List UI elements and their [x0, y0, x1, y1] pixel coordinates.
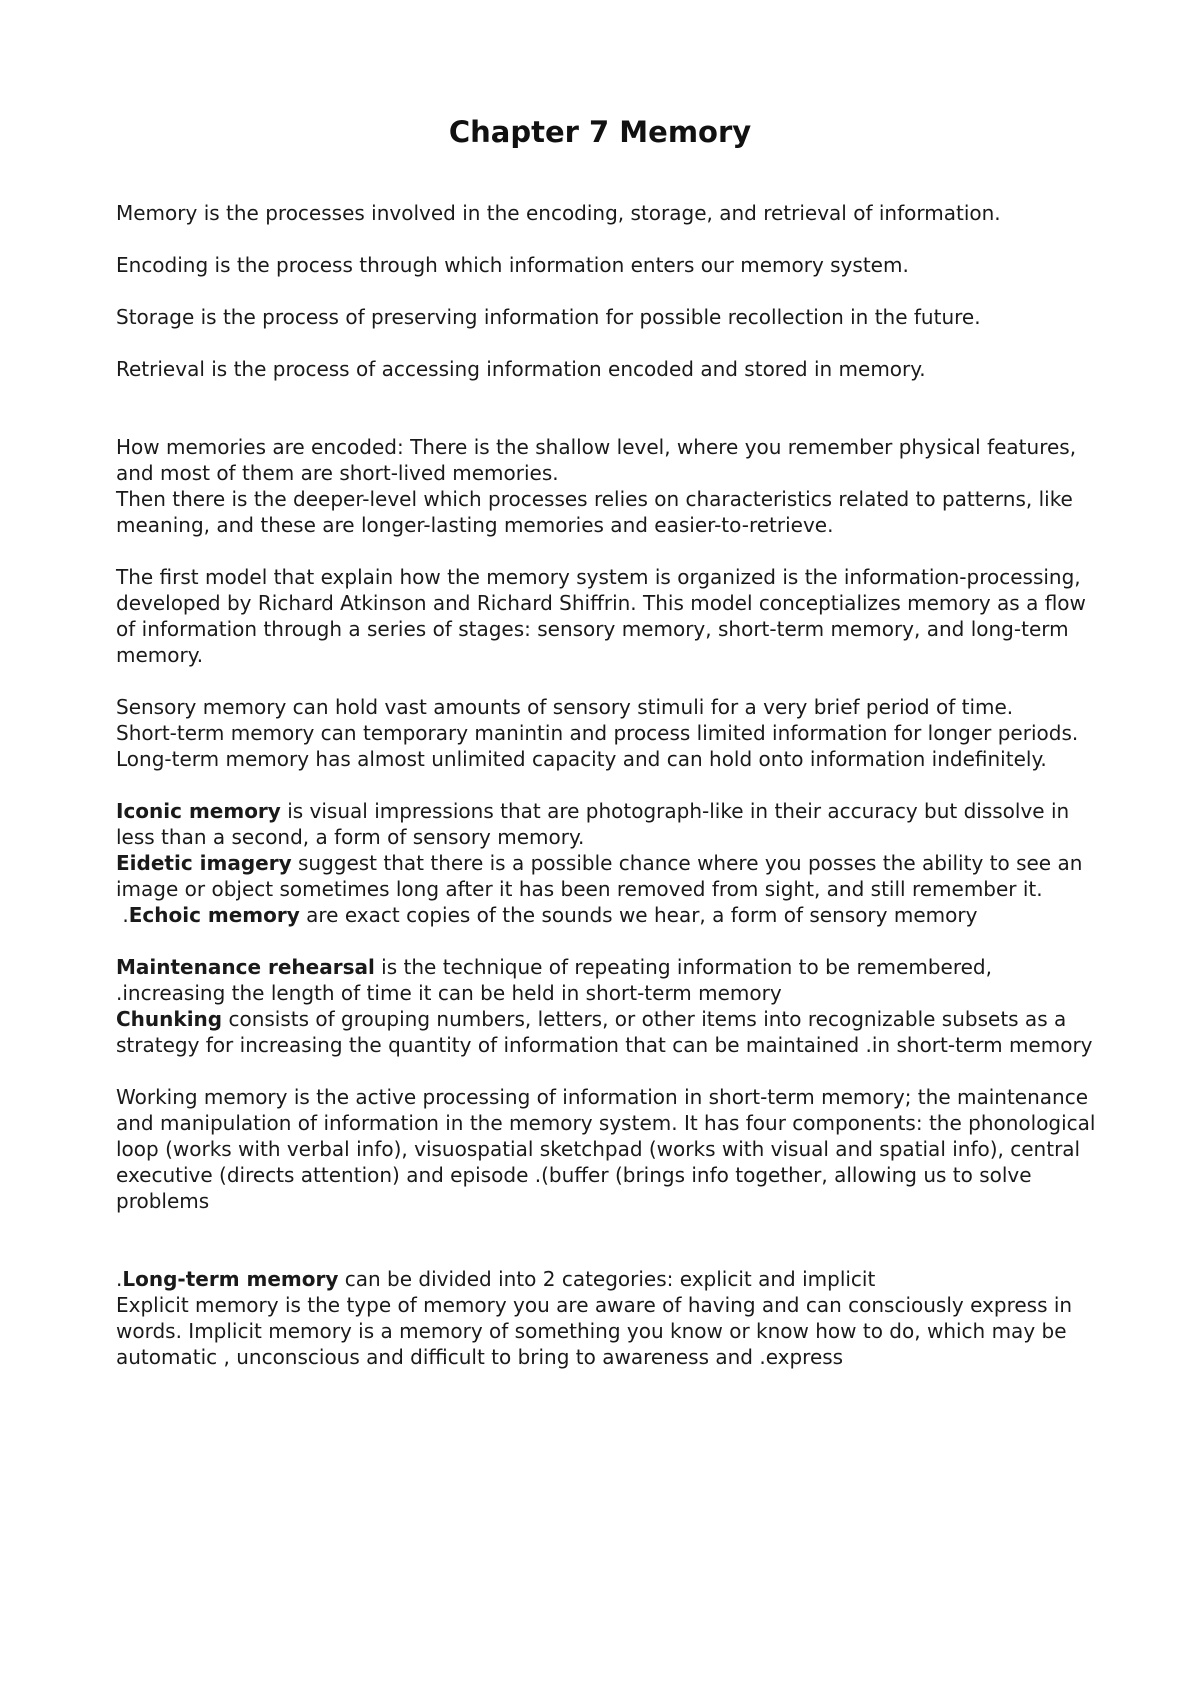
definition-chunking: consists of grouping numbers, letters, or other items into recognizable subsets as a strategy for increasing the quantity of information that can be maintained .in short-term memory: [116, 1007, 1093, 1057]
paragraph-long-term-categories: [116, 1266, 1096, 1292]
paragraph-sensory-memory: Sensory memory can hold vast amounts of sensory stimuli for a very brief period of time.: [116, 695, 1014, 719]
paragraph-short-term-memory: Short-term memory can temporary manintin and process limited information for longer periods.: [116, 721, 1079, 745]
term-maintenance-rehearsal: Maintenance rehearsal: [116, 955, 375, 979]
paragraph-encoding-levels-deep: Then there is the deeper-level which processes relies on characteristics related to patterns, like meaning, and these are longer-lasting memories and easier-to-retrieve.: [116, 487, 1073, 537]
definition-maintenance-rehearsal: is the technique of repeating information to be remembered, .increasing the length of time it can be held in short-term memory: [116, 955, 992, 1005]
document-title: Chapter 7 Memory: [448, 115, 752, 149]
paragraph-echoic-memory: [116, 902, 1096, 928]
definition-echoic-memory: are exact copies of the sounds we hear, a form of sensory memory: [299, 903, 978, 927]
paragraph-eidetic-imagery: [116, 850, 1096, 902]
term-echoic-memory: Echoic memory: [128, 903, 300, 927]
document-body: [116, 200, 1096, 1370]
term-long-term-memory: Long-term memory: [122, 1267, 339, 1291]
paragraph-memory-definition: Memory is the processes involved in the encoding, storage, and retrieval of information.: [116, 201, 1001, 225]
definition-eidetic-imagery: suggest that there is a possible chance where you posses the ability to see an image or object sometimes long after it has been removed from sight, and still remember it.: [116, 851, 1083, 901]
term-eidetic-imagery: Eidetic imagery: [116, 851, 292, 875]
paragraph-information-processing-model: The first model that explain how the memory system is organized is the information-processing, developed by Richard Atkinson and Richard Shiffrin. This model conceptializes memory as a flow of information through a series of stages: sensory memory, short-term memory, and long-term memory.: [116, 565, 1086, 667]
paragraph-encoding: Encoding is the process through which information enters our memory system.: [116, 253, 909, 277]
paragraph-maintenance-rehearsal: [116, 954, 1096, 1006]
paragraph-iconic-memory: [116, 798, 1096, 850]
paragraph-explicit-implicit: Explicit memory is the type of memory you are aware of having and can consciously express in words. Implicit memory is a memory of something you know or know how to do, which may be automatic , unconscious and difficult to bring to awareness and .express: [116, 1293, 1073, 1369]
paragraph-chunking: [116, 1006, 1096, 1058]
term-chunking: Chunking: [116, 1007, 223, 1031]
paragraph-working-memory: Working memory is the active processing of information in short-term memory; the maintenance and manipulation of information in the memory system. It has four components: the phonological loop (works with verbal info), visuospatial sketchpad (works with visual and spatial info), central executive (directs attention) and episode .(buffer (brings info together, allowing us to solve problems: [116, 1085, 1096, 1213]
paragraph-encoding-levels-shallow: How memories are encoded: There is the shallow level, where you remember physical features, and most of them are short-lived memories.: [116, 435, 1077, 485]
paragraph-retrieval: Retrieval is the process of accessing information encoded and stored in memory.: [116, 357, 926, 381]
paragraph-storage: Storage is the process of preserving information for possible recollection in the future.: [116, 305, 981, 329]
definition-long-term-memory: can be divided into 2 categories: explicit and implicit: [338, 1267, 876, 1291]
echoic-prefix: .: [116, 903, 129, 927]
definition-iconic-memory: is visual impressions that are photograph-like in their accuracy but dissolve in less than a second, a form of sensory memory.: [116, 799, 1070, 849]
term-iconic-memory: Iconic memory: [116, 799, 281, 823]
paragraph-long-term-memory: Long-term memory has almost unlimited capacity and can hold onto information indefinitely.: [116, 747, 1047, 771]
ltm-prefix: .: [116, 1267, 123, 1291]
